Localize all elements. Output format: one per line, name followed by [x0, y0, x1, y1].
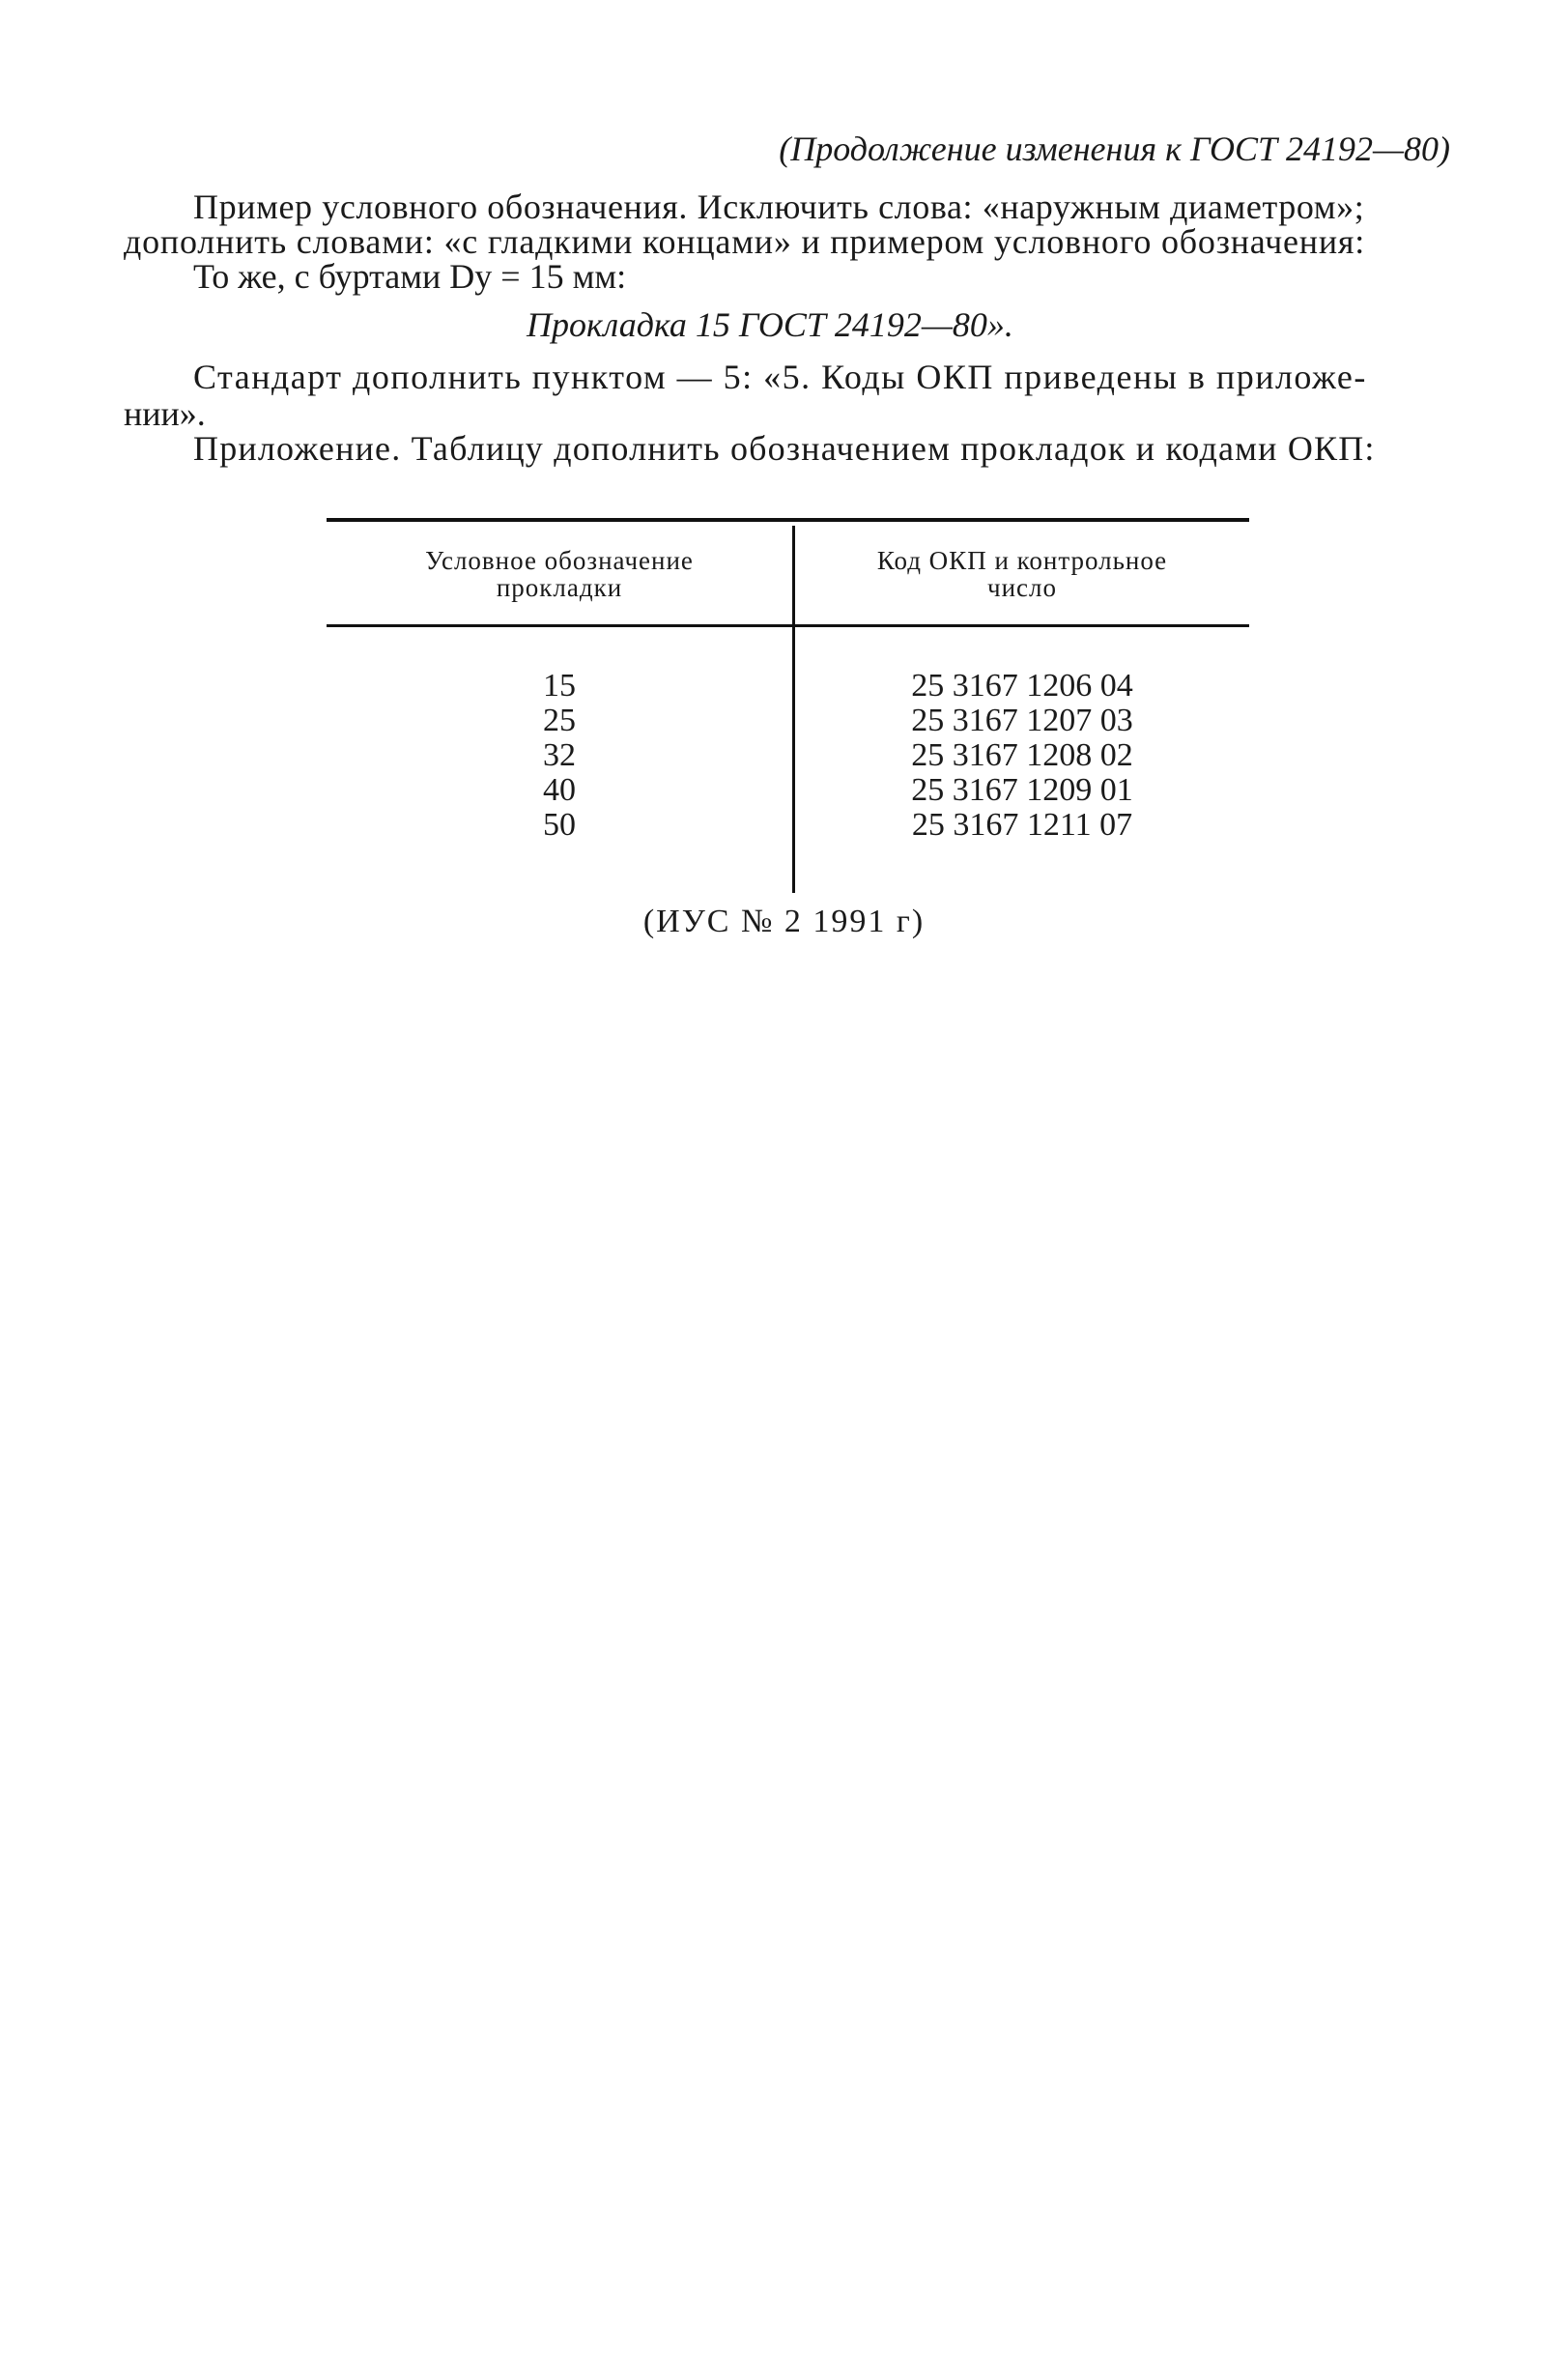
- paragraph-2-line-1: Стандарт дополнить пунктом — 5: «5. Коды ОКП приведены в приложе-: [193, 358, 1367, 396]
- table-cell-designation: 50: [543, 807, 576, 843]
- paragraph-1-line-2: дополнить словами: «с гладкими концами» и примером условного обозначения:: [124, 222, 1366, 261]
- table-cell-designation: 25: [543, 703, 576, 738]
- example-designation: Прокладка 15 ГОСТ 24192—80».: [527, 305, 1013, 344]
- table-top-rule: [327, 518, 1249, 522]
- table-header-okp-code: Код ОКП и контрольное число: [876, 546, 1168, 603]
- table-cell-okp-code: 25 3167 1206 04: [911, 668, 1133, 704]
- paragraph-1-line-1: Пример условного обозначения. Исключить слова: «наружным диаметром»;: [193, 187, 1365, 226]
- table-header-rule: [327, 624, 1249, 627]
- ius-reference: (ИУС № 2 1991 г): [642, 904, 926, 939]
- table-cell-okp-code: 25 3167 1211 07: [911, 807, 1133, 843]
- page-header: (Продолжение изменения к ГОСТ 24192—80): [779, 129, 1450, 168]
- paragraph-1-line-3: То же, с буртами Dу = 15 мм:: [193, 257, 627, 296]
- paragraph-3-line-1: Приложение. Таблицу дополнить обозначением прокладок и кодами ОКП:: [193, 429, 1376, 468]
- table-cell-designation: 32: [543, 737, 576, 773]
- table-cell-okp-code: 25 3167 1209 01: [911, 772, 1133, 808]
- table-cell-designation: 40: [543, 772, 576, 808]
- table-cell-okp-code: 25 3167 1208 02: [911, 737, 1133, 773]
- table-column-okp-code: [795, 669, 1249, 843]
- paragraph-2-line-2: нии».: [124, 394, 206, 433]
- table-column-designation: [327, 669, 792, 843]
- table-cell-okp-code: 25 3167 1207 03: [911, 703, 1133, 738]
- table-cell-designation: 15: [543, 668, 576, 704]
- table-header-designation: Условное обозначение прокладки: [425, 546, 694, 603]
